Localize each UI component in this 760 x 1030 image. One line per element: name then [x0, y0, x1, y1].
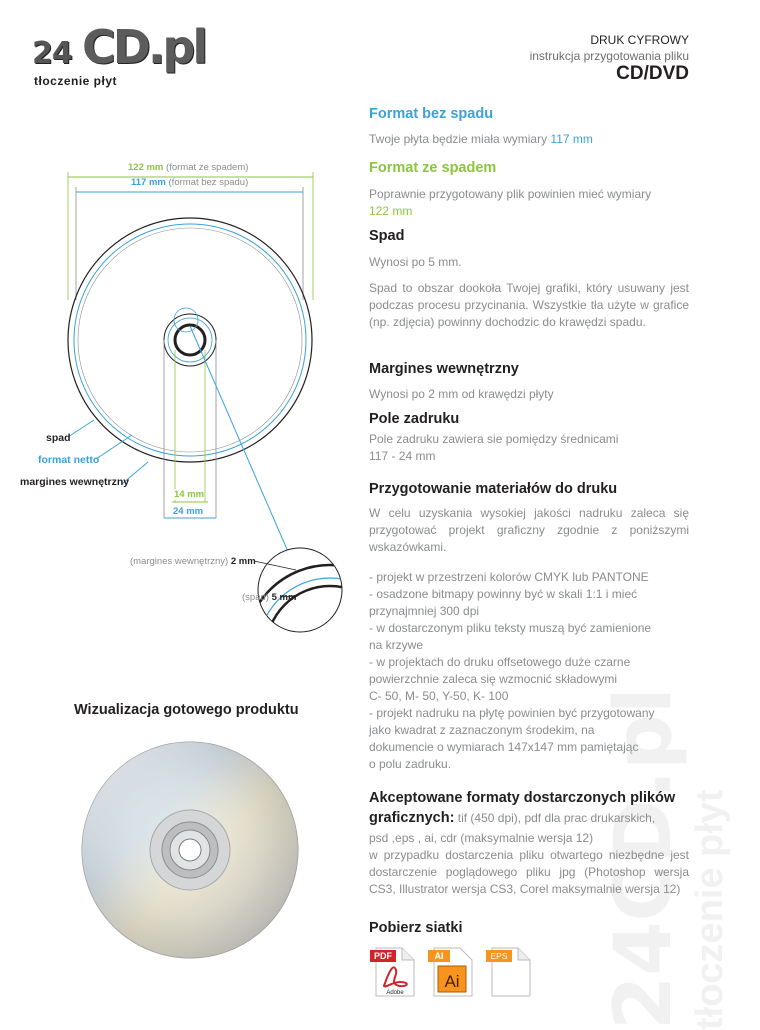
margines-text: Wynosi po 2 mm od krawędzi płyty: [369, 387, 554, 401]
formaty-heading2: graficznych:: [369, 810, 455, 826]
logo-brand: CD.pl: [82, 20, 206, 74]
ai-tag: AI: [434, 951, 444, 961]
label-format-netto: format netto: [38, 454, 100, 466]
header-subtitle: instrukcja przygotowania pliku: [529, 49, 689, 63]
list-item: - osadzone bitmapy powinny być w skali 1:1 i mieć: [369, 587, 638, 601]
list-item: powierzchnie zaleca się wzmocnić składowymi: [369, 672, 618, 686]
pdf-icon[interactable]: [370, 946, 418, 998]
eps-icon[interactable]: [486, 946, 534, 998]
heading-pole-zadruku: Pole zadruku: [369, 411, 460, 427]
heading-margines: Margines wewnętrzny: [369, 361, 519, 377]
list-item: o polu zadruku.: [369, 757, 452, 771]
pole-text1: Pole zadruku zawiera sie pomiędzy średnicami: [369, 432, 619, 446]
list-item: - projekt w przestrzeni kolorów CMYK lub PANTONE: [369, 570, 649, 584]
spad-text2: Spad to obszar dookoła Twojej grafiki, który usuwany jest podczas procesu przycinania. Wszystkie tła użyte w grafice (np. zdjęcia) powinny dochodzic do krawędzi spadu.: [369, 281, 689, 329]
dim-14-label: 14 mm: [174, 489, 205, 500]
cd-visualization: [80, 740, 300, 960]
format-bez-spadu-text: Twoje płyta będzie miała wymiary: [369, 132, 548, 146]
spad-note: (spad): [242, 592, 269, 603]
formaty-inline: tif (450 dpi), pdf dla prac drukarskich,: [454, 811, 656, 825]
net-format-circle: [74, 224, 306, 456]
disc-hole: [179, 839, 201, 861]
heading-format-bez-spadu: Format bez spadu: [369, 106, 494, 122]
pdf-label: Adobe: [386, 990, 404, 996]
przygotowanie-list: [369, 569, 689, 773]
formaty-text3: w przypadku dostarczenia pliku otwartego niezbędne jest dostarczenie poglądowego pliku jpg (Photoshop wersja CS3, Illustrator wersja CS3, Corel maksymalnie wersja 12): [369, 848, 689, 896]
outer-bleed-circle: [68, 218, 312, 462]
dim-122-note: (format ze spadem): [166, 162, 249, 173]
margines-note: (margines wewnętrzny): [130, 556, 229, 567]
przygotowanie-intro: W celu uzyskania wysokiej jakości nadruku zaleca się przygotować projekt graficzny zgodnie z poniższymi wskazówkami.: [369, 506, 689, 554]
logo-number: 24: [32, 36, 72, 71]
spad-text1: Wynosi po 5 mm.: [369, 255, 462, 269]
logo: [30, 20, 206, 90]
text-format-ze-spadem: [369, 186, 689, 220]
dim-117-value: 117 mm: [131, 177, 166, 188]
hub-outer-circle: [164, 314, 216, 366]
heading-spad: Spad: [369, 228, 405, 244]
ai-label: Ai: [444, 972, 460, 991]
format-ze-spadem-value: 122 mm: [369, 204, 413, 218]
visualization-title: Wizualizacja gotowego produktu: [74, 702, 299, 718]
pole-text2: 117 - 24 mm: [369, 449, 436, 463]
list-item: C- 50, M- 50, Y-50, K- 100: [369, 689, 509, 703]
spad-note-label: [242, 592, 296, 603]
watermark-tagline: tłoczenie płyt: [689, 789, 731, 1030]
header-category: DRUK CYFROWY: [590, 33, 689, 47]
logo-tagline: tłoczenie płyt: [34, 74, 118, 88]
margines-note-label: [130, 556, 256, 567]
formaty-text2: psd ,eps , ai, cdr (maksymalnie wersja 12): [369, 831, 594, 845]
list-item: przynajmniej 300 dpi: [369, 604, 480, 618]
dim-122-label: [128, 162, 248, 173]
label-spad: spad: [46, 432, 71, 444]
list-item: dokumencie o wymiarach 147x147 mm pamiętając: [369, 740, 639, 754]
heading-formaty: Akceptowane formaty dostarczonych plików: [369, 790, 676, 806]
ai-icon[interactable]: [428, 946, 476, 998]
text-format-bez-spadu: [369, 131, 689, 148]
eps-tag: EPS: [490, 951, 508, 961]
inner-margin-circle: [78, 228, 302, 452]
margines-value: 2 mm: [230, 556, 256, 567]
list-item: na krzywe: [369, 638, 424, 652]
pdf-tag: PDF: [374, 951, 392, 961]
heading-przygotowanie: Przygotowanie materiałów do druku: [369, 481, 618, 497]
watermark-brand: 24CD.pl: [599, 687, 689, 1030]
heading-pobierz-siatki: Pobierz siatki: [369, 920, 463, 936]
list-item: - projekt nadruku na płytę powinien być przygotowany: [369, 706, 655, 720]
list-item: - w projektach do druku offsetowego duże czarne: [369, 655, 631, 669]
list-item: jako kwadrat z zaznaczonym środekim, na: [369, 723, 595, 737]
label-margines: margines wewnętrzny: [20, 476, 130, 488]
dim-117-note: (format bez spadu): [168, 177, 249, 188]
format-ze-spadem-text: Poprawnie przygotowany plik powinien mieć wymiary: [369, 187, 652, 201]
dim-24-label: 24 mm: [173, 506, 204, 517]
page-title: CD/DVD: [616, 63, 689, 84]
dim-117-label: [131, 177, 248, 188]
heading-format-ze-spadem: Format ze spadem: [369, 160, 497, 176]
spad-value: 5 mm: [271, 592, 297, 603]
list-item: - w dostarczonym pliku teksty muszą być zamienione: [369, 621, 652, 635]
dim-122-value: 122 mm: [128, 162, 164, 173]
formaty-line1: [369, 810, 689, 827]
format-bez-spadu-value: 117 mm: [550, 132, 593, 146]
